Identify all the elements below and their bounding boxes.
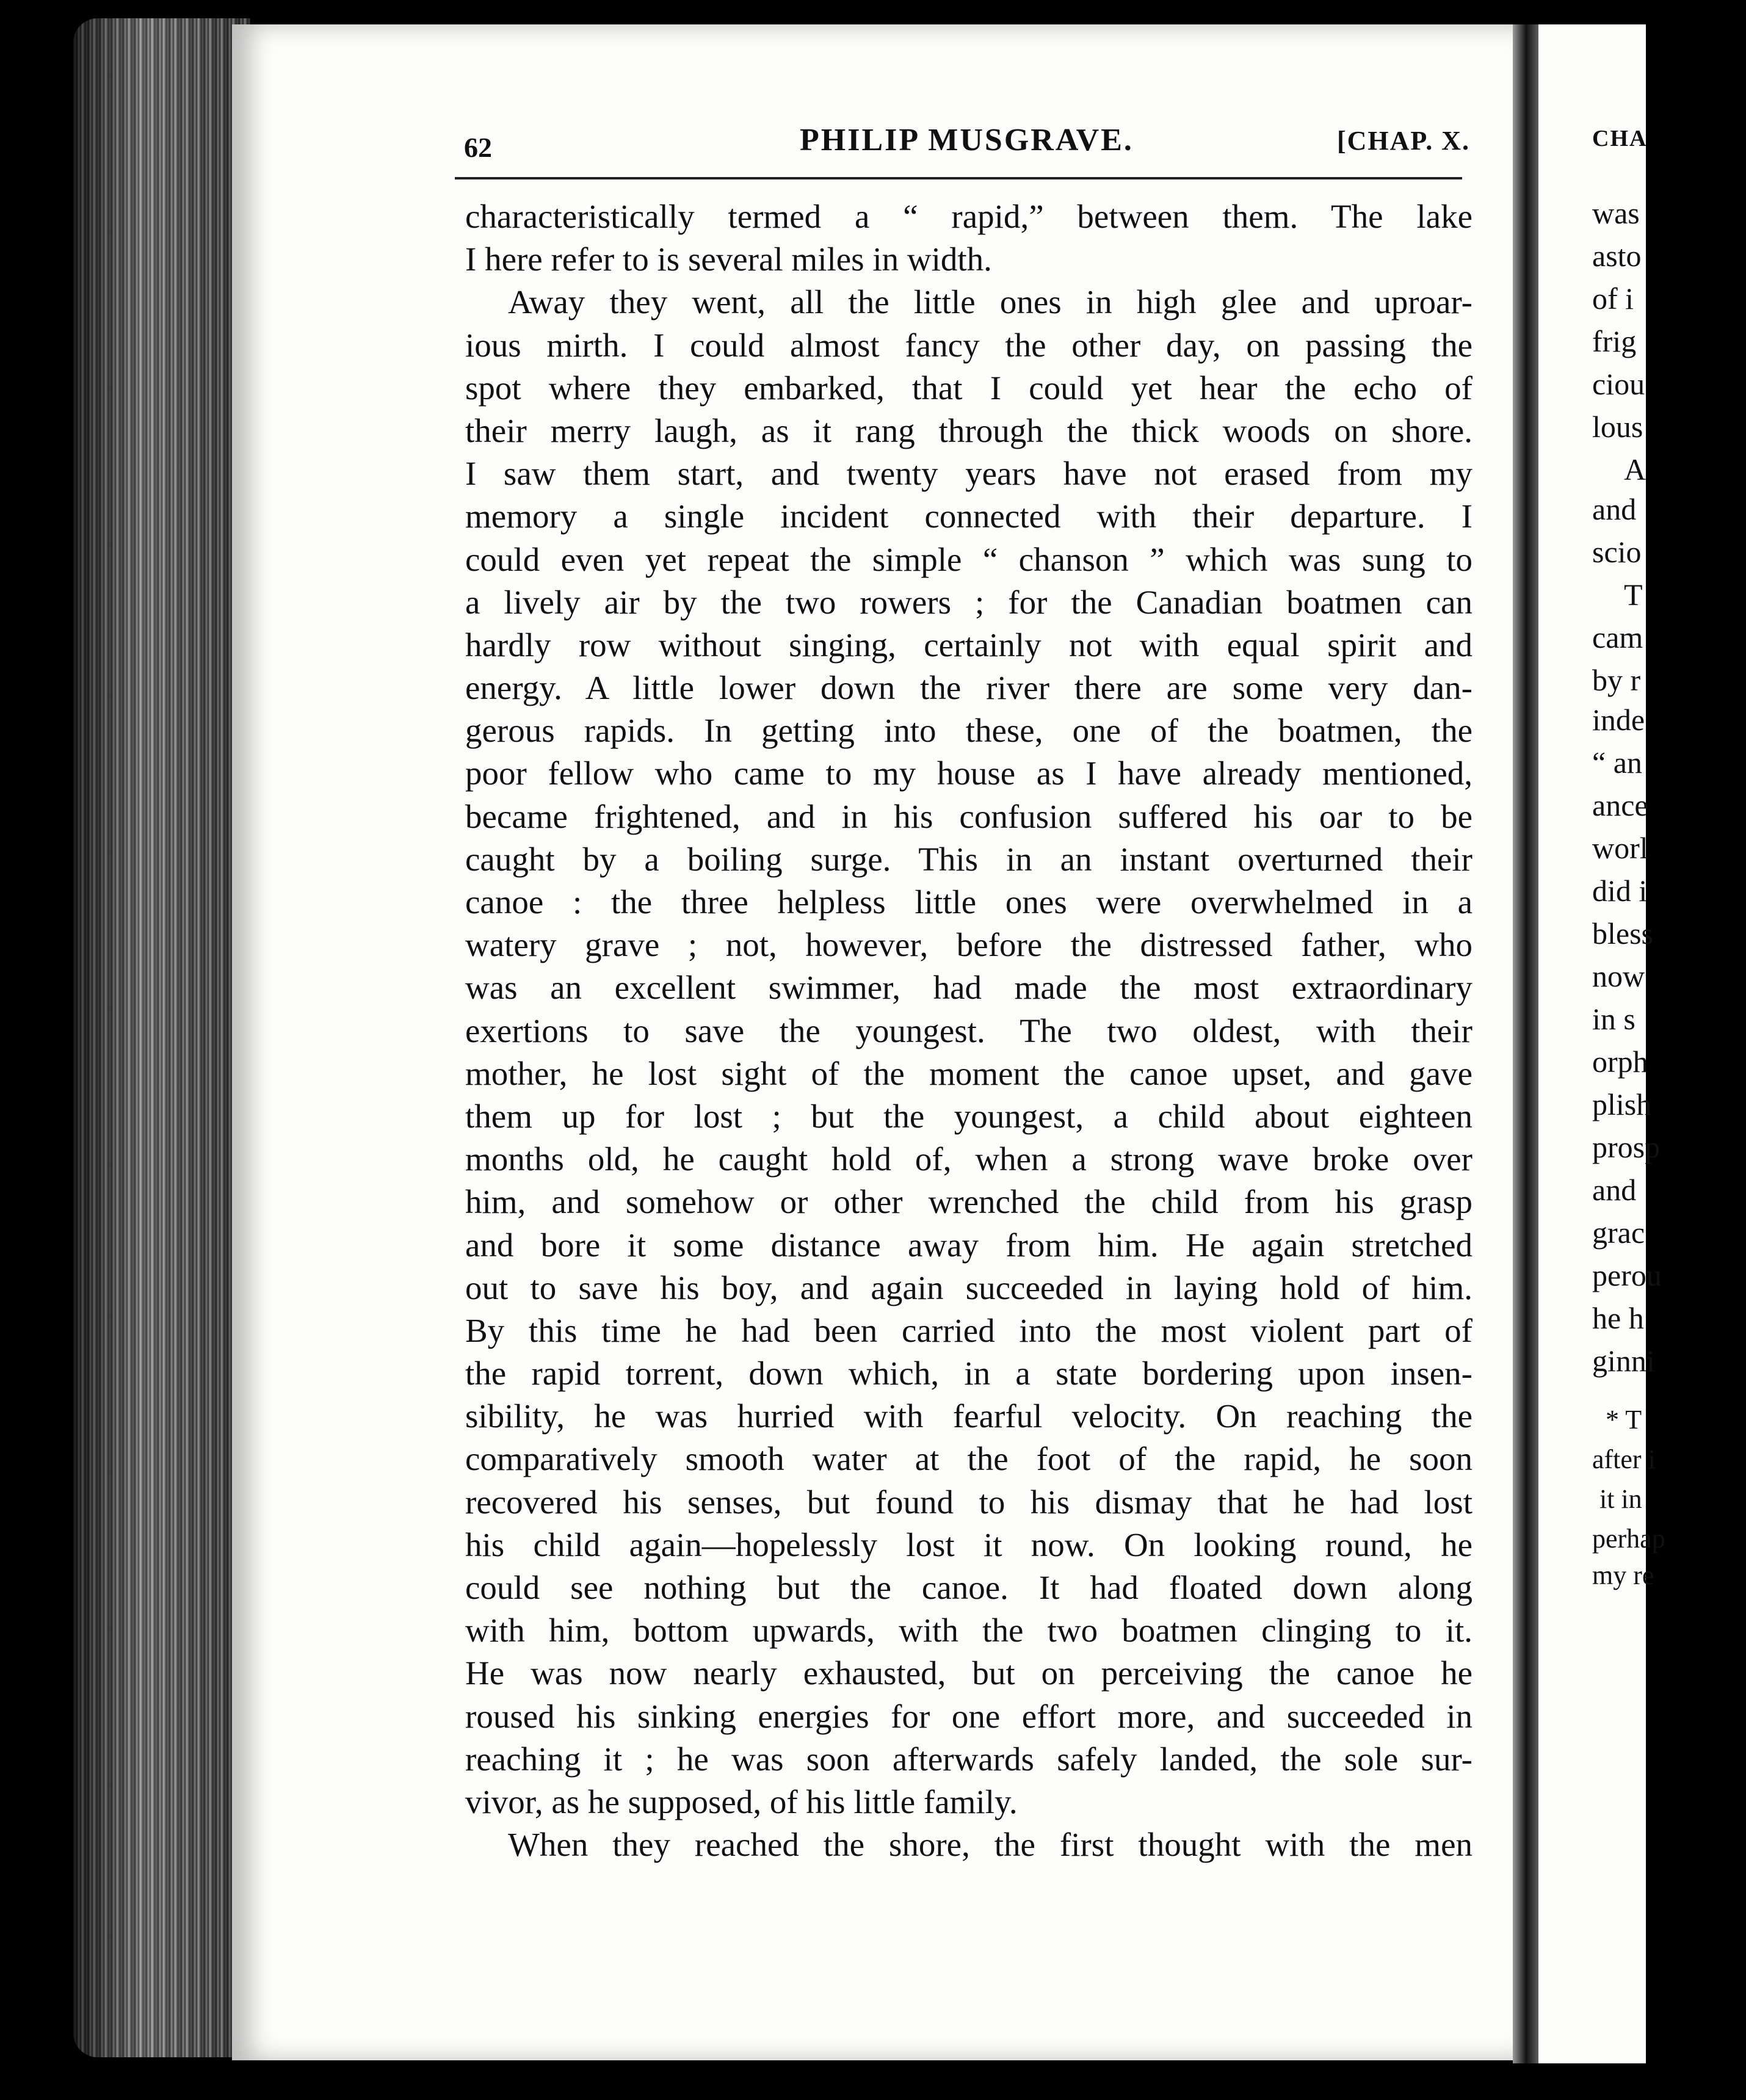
text-line: canoe : the three helpless little ones were overwhelmed in a [465,883,1473,921]
running-title: PHILIP MUSGRAVE. [800,123,1134,158]
right-page-footnote: it in [1599,1484,1642,1514]
text-line: I here refer to is several miles in width. [465,241,992,278]
text-line: characteristically termed a “ rapid,” between them. The lake [465,198,1473,235]
text-line: a lively air by the two rowers ; for the Canadian boatmen can [465,583,1473,621]
text-line: gerous rapids. In getting into these, one of the boatmen, the [465,712,1473,750]
text-line: could see nothing but the canoe. It had floated down along [465,1569,1473,1606]
right-page-line: plish [1592,1087,1652,1121]
text-line: memory a single incident connected with their departure. I [465,498,1473,535]
right-page-line: worl [1592,831,1648,865]
right-page-line: A [1624,452,1646,487]
right-page-footnote: after i [1592,1444,1656,1474]
right-page-line: of i [1592,281,1634,316]
right-page-line: “ an [1592,745,1642,780]
right-page-line: was [1592,196,1640,230]
text-line: and bore it some distance away from him. He again stretched [465,1226,1473,1264]
right-page-line: grac [1592,1215,1645,1250]
right-page-line: he h [1592,1301,1644,1335]
page-number: 62 [464,132,492,163]
text-line: watery grave ; not, however, before the distressed father, who [465,926,1473,964]
right-page-header: CHA [1592,126,1648,151]
text-line: He was now nearly exhausted, but on perceiving the canoe he [465,1654,1473,1692]
text-line: his child again—hopelessly lost it now. On looking round, he [465,1526,1473,1563]
text-line: could even yet repeat the simple “ chanson ” which was sung to [465,540,1473,578]
text-line: caught by a boiling surge. This in an instant overturned their [465,840,1473,878]
right-page-line: asto [1592,239,1642,273]
right-page-line: ciou [1592,367,1645,401]
text-line: was an excellent swimmer, had made the most extraordinary [465,969,1473,1007]
text-line: hardly row without singing, certainly not with equal spirit and [465,626,1473,664]
right-page-line: inde [1592,703,1645,737]
text-line: mother, he lost sight of the moment the canoe upset, and gave [465,1054,1473,1092]
text-line: with him, bottom upwards, with the two boatmen clinging to it. [465,1612,1473,1649]
book-page-edges [73,18,250,2057]
text-line: recovered his senses, but found to his dismay that he had lost [465,1483,1473,1521]
right-page-footnote: * T [1606,1405,1642,1435]
right-page-line: in s [1592,1002,1636,1036]
book-gutter [1513,24,1540,2063]
right-page-line: did i [1592,874,1648,908]
text-line: comparatively smooth water at the foot of the rapid, he soon [465,1440,1473,1478]
text-line: months old, he caught hold of, when a strong wave broke over [465,1140,1473,1178]
right-page-line: ginni [1592,1344,1655,1378]
text-line: out to save his boy, and again succeeded in laying hold of him. [465,1269,1473,1306]
right-page-footnote: my re [1592,1560,1654,1590]
right-page-line: perou [1592,1258,1662,1292]
header-rule [455,177,1462,179]
text-line: sibility, he was hurried with fearful velocity. On reaching the [465,1397,1473,1435]
right-page-line: by r [1592,663,1641,697]
right-page-line: and [1592,1173,1637,1207]
text-line: Away they went, all the little ones in high glee and uproar- [508,283,1473,321]
text-line: ious mirth. I could almost fancy the other day, on passing the [465,326,1473,364]
right-page-line: and [1592,492,1637,526]
right-page-footnote: perhap [1592,1524,1665,1554]
text-line: the rapid torrent, down which, in a state bordering upon insen- [465,1355,1473,1392]
right-page-line: now [1592,959,1645,993]
text-line: roused his sinking energies for one effort more, and succeeded in [465,1697,1473,1735]
right-page-line: T [1624,578,1643,612]
right-page-line: cam [1592,620,1643,654]
text-line: By this time he had been carried into the most violent part of [465,1311,1473,1349]
text-line: became frightened, and in his confusion suffered his oar to be [465,797,1473,835]
text-line: exertions to save the youngest. The two oldest, with their [465,1012,1473,1049]
right-page-line: frig [1592,324,1637,358]
right-page-line: prosp [1592,1130,1661,1164]
text-line: their merry laugh, as it rang through the thick woods on shore. [465,411,1473,449]
text-line: energy. A little lower down the river there are some very dan- [465,669,1473,707]
text-line: him, and somehow or other wrenched the child from his grasp [465,1183,1473,1221]
text-line: I saw them start, and twenty years have not erased from my [465,455,1473,493]
text-line: them up for lost ; but the youngest, a child about eighteen [465,1097,1473,1135]
right-page-line: orph [1592,1045,1648,1079]
chapter-label: [CHAP. X. [1337,126,1471,156]
text-line: poor fellow who came to my house as I have already mentioned, [465,755,1473,792]
right-page-line: lous [1592,410,1643,444]
right-page-line: ance [1592,788,1648,822]
body-text [465,195,1473,1866]
text-line: vivor, as he supposed, of his little family. [465,1783,1018,1820]
right-page-line: scio [1592,535,1642,569]
text-line: reaching it ; he was soon afterwards safely landed, the sole sur- [465,1740,1473,1778]
text-line: spot where they embarked, that I could yet hear the echo of [465,369,1473,407]
text-line: When they reached the shore, the first thought with the men [508,1826,1473,1864]
right-page-line: bless [1592,916,1653,950]
